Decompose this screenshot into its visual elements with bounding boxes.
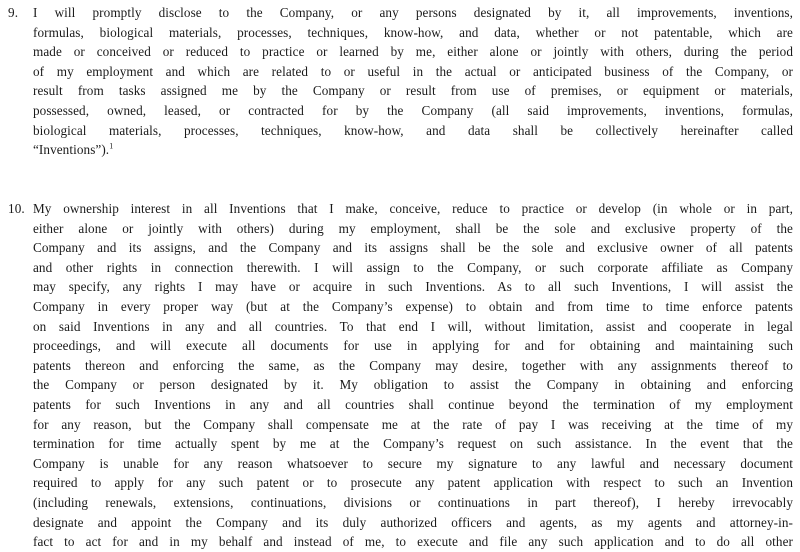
clause-line: result from tasks assigned me by the Company or result from use of premises, or equipment or materials, [33, 83, 793, 99]
clause-line: patents for such Inventions in any and all countries shall continue beyond the termination of my employment [33, 396, 793, 412]
clause-body [33, 3, 793, 160]
clause-line: termination for time actually spent by me at the Company’s request on such assistance. In the event that the [33, 436, 793, 452]
clause-line: possessed, owned, leased, or contracted for by the Company (all said improvements, inventions, formulas, [33, 102, 793, 118]
footnote-marker[interactable]: 1 [109, 141, 114, 151]
clause-line: Company in every proper way (but at the Company’s expense) to obtain and from time to time enforce patents [33, 298, 793, 314]
clause-line: My ownership interest in all Inventions that I make, conceive, reduce to practice or develop (in whole or in part, [33, 201, 793, 216]
clause-line: may specify, any rights I may have or acquire in such Inventions. As to all such Inventions, I will assist the [33, 279, 793, 295]
clause-line: proceedings, and will execute all documents for use in applying for and for obtaining and maintaining such [33, 338, 793, 354]
clause-line: (including renewals, extensions, continuations, divisions or continuations in part thereof), I hereby irrevocably [33, 494, 793, 510]
clause-line: made or conceived or reduced to practice or learned by me, either alone or jointly with others, during the period [33, 44, 793, 60]
clause-body [33, 199, 793, 552]
clause-line: the Company or person designated by it. My obligation to assist the Company in obtaining and enforcing [33, 377, 793, 393]
clause-line: designate and appoint the Company and its duly authorized officers and agents, as my agents and attorney-in- [33, 514, 793, 530]
clause-line: formulas, biological materials, processes, techniques, know-how, and data, whether or not patentable, which are [33, 24, 793, 40]
clause-line: Company and its assigns, and the Company and its assigns shall be the sole and exclusive owner of all patents [33, 240, 793, 256]
clause-line: on said Inventions in any and all countries. To that end I will, without limitation, assist and cooperate in legal [33, 318, 793, 334]
clause-line-last [33, 140, 793, 160]
clause-line-text: “Inventions”). [33, 142, 110, 158]
clause-line: Company is unable for any reason whatsoever to secure my signature to any lawful and necessary document [33, 455, 793, 471]
clause-line: biological materials, processes, techniques, know-how, and data shall be collectively hereinafter called [33, 122, 793, 138]
clause-number: 10. [8, 201, 25, 216]
clause-line: of my employment and which are related to or useful in the actual or anticipated business of the Company, or [33, 63, 793, 79]
clause-number: 9. [8, 5, 19, 20]
clause-line: either alone or jointly with others) during my employment, shall be the sole and exclusive property of the [33, 220, 793, 236]
clause-line: for any reason, but the Company shall compensate me at the rate of pay I was receiving at the time of my [33, 416, 793, 432]
clause-line: I will promptly disclose to the Company, or any persons designated by it, all improvements, inventions, [33, 5, 793, 20]
clause-line: fact to act for and in my behalf and instead of me, to execute and file any such application and to do all other [33, 534, 793, 550]
clause-line: required to apply for any such patent or to prosecute any patent application with respect to such an Invention [33, 475, 793, 491]
clause-line: patents thereon and enforcing the same, as the Company may desire, together with any assignments thereof to [33, 357, 793, 373]
clause-line: and other rights in connection therewith. I will assign to the Company, or such corporate affiliate as Company [33, 259, 793, 275]
